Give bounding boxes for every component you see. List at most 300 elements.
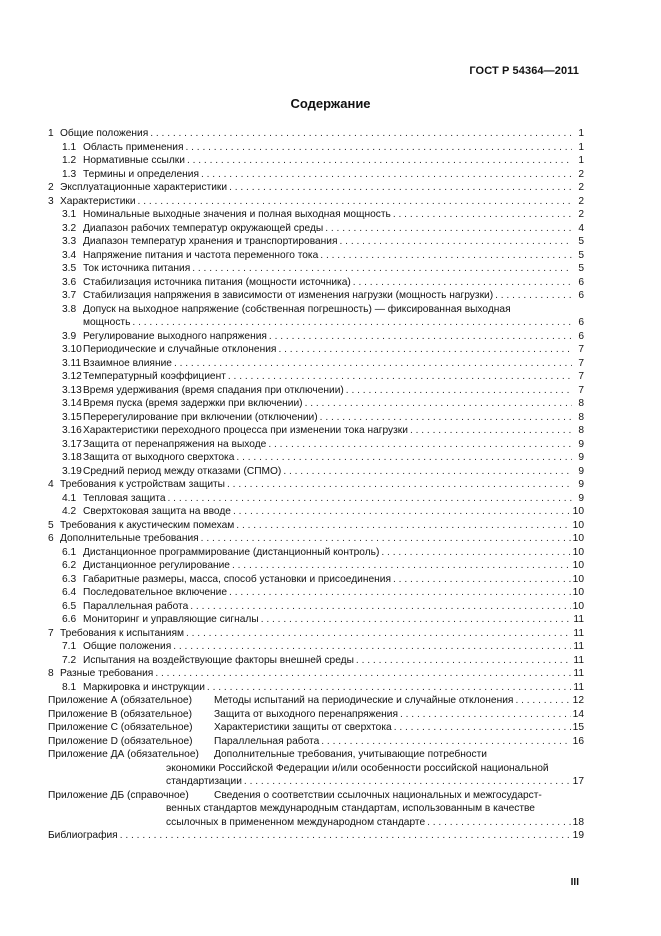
toc-entry[interactable] xyxy=(48,397,584,411)
toc-entry-number: 7.2 xyxy=(62,654,77,666)
toc-entry-page: 2 xyxy=(578,209,584,220)
toc-entry-line[interactable] xyxy=(60,532,584,546)
table-of-contents xyxy=(48,127,584,843)
toc-entry-page: 11 xyxy=(573,668,584,679)
toc-entry[interactable] xyxy=(48,492,584,506)
toc-entry-page: 7 xyxy=(578,384,584,396)
toc-entry-title: Защита от выходного сверхтока xyxy=(83,452,235,463)
dot-leader xyxy=(325,222,572,236)
toc-entry-title: Сведения о соответствии ссылочных национальных и межгосударст- xyxy=(214,789,542,801)
toc-entry[interactable] xyxy=(48,235,584,249)
toc-entry-line[interactable] xyxy=(83,343,584,357)
toc-entry[interactable] xyxy=(48,654,584,668)
toc-entry[interactable] xyxy=(48,451,584,465)
toc-entry-page: 11 xyxy=(573,614,584,625)
toc-entry-title: Защита от выходного перенапряжения xyxy=(214,708,398,720)
toc-entry-title: Дополнительные требования, учитывающие потребности xyxy=(214,749,487,760)
toc-entry-title: Дистанционное регулирование xyxy=(83,560,230,571)
toc-entry-line[interactable] xyxy=(60,127,584,141)
toc-entry-line[interactable] xyxy=(83,681,584,695)
toc-entry-line[interactable] xyxy=(83,600,584,614)
toc-entry-title: Последовательное включение xyxy=(83,587,228,598)
toc-entry-continuation xyxy=(48,802,584,816)
toc-entry-number: Приложение D (обязательное) xyxy=(48,735,193,747)
toc-entry-page: 19 xyxy=(572,830,584,841)
toc-entry-line xyxy=(166,775,584,789)
toc-entry[interactable] xyxy=(48,384,584,398)
toc-entry-number: 3.18 xyxy=(62,452,82,463)
toc-entry-title: Сверхтоковая защита на вводе xyxy=(83,506,231,517)
page-number: III xyxy=(570,877,579,888)
toc-entry-line[interactable] xyxy=(60,519,584,533)
toc-entry-page: 10 xyxy=(572,560,584,571)
document-code: ГОСТ Р 54364—2011 xyxy=(469,65,579,77)
toc-entry-number: 1.1 xyxy=(62,141,77,153)
toc-entry-title: ссылочных в примененном международном стандарте xyxy=(166,816,426,828)
toc-entry-page: 11 xyxy=(573,641,584,652)
toc-entry-line[interactable] xyxy=(83,384,584,398)
toc-entry-title: Нормативные ссылки xyxy=(83,155,185,166)
toc-entry-page: 4 xyxy=(578,222,584,234)
toc-entry-number: 3.3 xyxy=(62,236,77,247)
dot-leader xyxy=(186,627,571,641)
toc-entry-page: 5 xyxy=(578,249,584,261)
toc-entry-line[interactable] xyxy=(83,546,584,560)
toc-entry-line[interactable] xyxy=(83,276,584,290)
toc-entry-page: 7 xyxy=(578,344,584,355)
toc-entry-page: 9 xyxy=(578,465,584,477)
toc-entry[interactable] xyxy=(48,262,584,276)
dot-leader xyxy=(340,235,573,249)
toc-entry[interactable] xyxy=(48,438,584,452)
dot-leader xyxy=(410,424,572,438)
toc-entry-line[interactable] xyxy=(83,411,584,425)
toc-entry-number: 1.2 xyxy=(62,155,77,166)
toc-entry-page: 16 xyxy=(572,735,584,747)
toc-entry-number: 4 xyxy=(48,479,54,490)
toc-entry-number: 8.1 xyxy=(62,681,77,693)
toc-entry-line[interactable] xyxy=(60,478,584,492)
toc-entry[interactable] xyxy=(48,465,584,479)
toc-entry-page: 7 xyxy=(578,357,584,369)
toc-entry-title: Дополнительные требования xyxy=(60,533,199,544)
toc-entry-line[interactable] xyxy=(83,141,584,155)
toc-entry[interactable] xyxy=(48,249,584,263)
toc-entry-page: 12 xyxy=(572,695,584,706)
toc-entry-page: 8 xyxy=(578,398,584,409)
toc-entry-page: 15 xyxy=(572,722,584,733)
toc-entry-line[interactable] xyxy=(214,694,584,708)
toc-entry-page: 10 xyxy=(572,506,584,517)
toc-entry[interactable] xyxy=(48,208,584,222)
toc-entry-number: 3.16 xyxy=(62,425,82,436)
toc-entry-title: мощность xyxy=(83,317,131,328)
toc-entry-page: 10 xyxy=(572,519,584,531)
toc-entry-title: Параллельная работа xyxy=(214,735,320,747)
toc-entry-title: Дистанционное программирование (дистанционный контроль) xyxy=(83,546,380,558)
toc-entry-number: 3.6 xyxy=(62,276,77,288)
toc-entry-number: 3.2 xyxy=(62,222,77,234)
dot-leader xyxy=(356,654,572,668)
toc-entry-number: 2 xyxy=(48,182,54,193)
toc-entry-line[interactable] xyxy=(214,708,584,722)
toc-entry-title: Время пуска (время задержки при включении) xyxy=(83,398,303,409)
dot-leader xyxy=(168,492,573,506)
dot-leader xyxy=(236,519,570,533)
toc-entry-number: 3.8 xyxy=(62,303,77,315)
toc-entry-title: Эксплуатационные характеристики xyxy=(60,182,228,193)
toc-entry-title: Габаритные размеры, масса, способ установки и присоединения xyxy=(83,573,391,585)
toc-entry-number: 6.2 xyxy=(62,560,77,571)
toc-entry-title: Диапазон рабочих температур окружающей среды xyxy=(83,222,324,234)
toc-entry-continuation xyxy=(48,775,584,789)
toc-entry[interactable] xyxy=(48,573,584,587)
toc-entry-number: Приложение ДА (обязательное) xyxy=(48,749,199,760)
toc-entry-line[interactable] xyxy=(83,559,584,573)
toc-entry-page: 7 xyxy=(578,371,584,382)
toc-entry[interactable] xyxy=(48,532,584,546)
toc-entry-page: 11 xyxy=(573,654,584,666)
toc-entry[interactable] xyxy=(48,505,584,519)
toc-entry-title: Общие положения xyxy=(83,641,172,652)
toc-entry-number: 8 xyxy=(48,668,54,679)
dot-leader xyxy=(381,546,570,560)
dot-leader xyxy=(229,586,571,600)
toc-entry[interactable] xyxy=(48,141,584,155)
toc-entry-page: 10 xyxy=(572,546,584,558)
toc-entry-title: Характеристики переходного процесса при изменении тока нагрузки xyxy=(83,425,408,436)
dot-leader xyxy=(233,505,571,519)
toc-entry-number: 3.13 xyxy=(62,384,82,396)
dot-leader xyxy=(353,276,572,290)
toc-entry-number: 6.4 xyxy=(62,587,77,598)
toc-entry-title: венных стандартов международным стандартам, использованным в качестве xyxy=(166,803,535,814)
toc-entry[interactable] xyxy=(48,789,584,803)
dot-leader xyxy=(268,438,572,452)
toc-entry-title: Разные требования xyxy=(60,668,154,679)
toc-entry[interactable] xyxy=(48,559,584,573)
toc-entry-page: 2 xyxy=(578,195,584,207)
toc-entry-title: Требования к устройствам защиты xyxy=(60,479,225,490)
toc-entry-line[interactable] xyxy=(83,438,584,452)
toc-entry-title: Защита от перенапряжения на выходе xyxy=(83,438,267,450)
toc-entry-line[interactable] xyxy=(83,370,584,384)
toc-entry-page: 6 xyxy=(578,330,584,342)
dot-leader xyxy=(190,600,570,614)
dot-leader xyxy=(138,195,572,209)
toc-entry-number: 4.2 xyxy=(62,506,77,517)
toc-entry-title: Характеристики xyxy=(60,195,136,207)
toc-entry-line xyxy=(166,816,584,830)
toc-entry-page: 1 xyxy=(578,141,584,153)
toc-entry-line[interactable] xyxy=(83,586,584,600)
toc-entry-continuation xyxy=(48,816,584,830)
toc-entry-title: экономики Российской Федерации и/или особенности российской национальной xyxy=(166,762,549,774)
toc-entry-number: Приложение В (обязательное) xyxy=(48,708,192,720)
toc-entry-number: 6.6 xyxy=(62,614,77,625)
toc-entry-number: Приложение А (обязательное) xyxy=(48,695,192,706)
toc-entry-line[interactable] xyxy=(83,640,584,654)
toc-entry-title: Номинальные выходные значения и полная выходная мощность xyxy=(83,209,391,220)
dot-leader xyxy=(232,559,571,573)
dot-leader xyxy=(185,141,572,155)
dot-leader xyxy=(283,465,572,479)
toc-entry-page: 10 xyxy=(572,587,584,598)
toc-entry-page: 1 xyxy=(578,155,584,166)
dot-leader xyxy=(150,127,572,141)
dot-leader xyxy=(305,397,572,411)
toc-entry-page: 11 xyxy=(573,681,584,693)
toc-entry[interactable] xyxy=(48,168,584,182)
toc-entry-number: 3.14 xyxy=(62,398,82,409)
dot-leader xyxy=(400,708,571,722)
toc-entry-number: 7.1 xyxy=(62,641,77,652)
dot-leader xyxy=(261,613,572,627)
toc-entry[interactable] xyxy=(48,181,584,195)
toc-entry[interactable] xyxy=(48,195,584,209)
toc-entry-number: 3.7 xyxy=(62,290,77,301)
toc-entry-line[interactable] xyxy=(83,613,584,627)
dot-leader xyxy=(228,370,572,384)
toc-entry-number: 4.1 xyxy=(62,492,77,504)
toc-entry[interactable] xyxy=(48,708,584,722)
toc-entry-line[interactable] xyxy=(83,654,584,668)
toc-entry[interactable] xyxy=(48,519,584,533)
toc-entry-title: Периодические и случайные отклонения xyxy=(83,344,277,355)
dot-leader xyxy=(236,451,572,465)
dot-leader xyxy=(269,330,572,344)
toc-entry-continuation xyxy=(48,762,584,776)
toc-entry-line[interactable] xyxy=(214,735,584,749)
toc-entry-title: Допуск на выходное напряжение (собственная погрешность) — фиксированная выходная xyxy=(83,303,511,315)
toc-entry[interactable] xyxy=(48,343,584,357)
toc-entry-line[interactable] xyxy=(214,721,584,735)
toc-entry[interactable] xyxy=(48,127,584,141)
toc-entry-line[interactable] xyxy=(48,829,584,843)
toc-entry-page: 9 xyxy=(578,438,584,450)
toc-entry-line[interactable] xyxy=(83,154,584,168)
toc-entry-line[interactable] xyxy=(83,222,584,236)
toc-entry-line[interactable] xyxy=(83,330,584,344)
toc-entry-number: 5 xyxy=(48,519,54,531)
toc-entry-number: 3.10 xyxy=(62,344,82,355)
dot-leader xyxy=(320,411,572,425)
toc-entry-page: 9 xyxy=(578,452,584,463)
toc-entry[interactable] xyxy=(48,748,584,762)
toc-entry-line[interactable] xyxy=(83,492,584,506)
toc-entry-number: 1 xyxy=(48,128,54,139)
toc-entry-line[interactable] xyxy=(83,249,584,263)
toc-entry[interactable] xyxy=(48,627,584,641)
toc-entry-page: 18 xyxy=(572,816,584,828)
toc-entry-title: Стабилизация источника питания (мощности источника) xyxy=(83,276,351,288)
toc-entry-number: 3.5 xyxy=(62,263,77,274)
toc-entry-continuation xyxy=(48,316,584,330)
toc-entry-title: Библиография xyxy=(48,830,118,841)
toc-entry-line[interactable] xyxy=(83,505,584,519)
toc-entry-title: Средний период между отказами (СПМО) xyxy=(83,465,282,477)
toc-entry-line[interactable] xyxy=(60,195,584,209)
toc-entry-line[interactable] xyxy=(60,181,584,195)
dot-leader xyxy=(155,667,571,681)
toc-entry-page: 10 xyxy=(572,533,584,544)
toc-entry-number: 3.1 xyxy=(62,209,77,220)
dot-leader xyxy=(192,262,572,276)
toc-entry-title: Напряжение питания и частота переменного тока xyxy=(83,249,319,261)
toc-entry[interactable] xyxy=(48,411,584,425)
toc-entry-line[interactable] xyxy=(83,424,584,438)
toc-entry-title: Ток источника питания xyxy=(83,263,191,274)
toc-entry-title: Регулирование выходного напряжения xyxy=(83,330,267,342)
toc-entry[interactable] xyxy=(48,613,584,627)
dot-leader xyxy=(320,249,572,263)
toc-entry-page: 5 xyxy=(578,263,584,274)
toc-entry-number: 7 xyxy=(48,627,54,639)
toc-entry-page: 8 xyxy=(578,411,584,423)
dot-leader xyxy=(227,478,572,492)
dot-leader xyxy=(229,181,572,195)
dot-leader xyxy=(393,573,571,587)
dot-leader xyxy=(394,721,571,735)
toc-entry-number: 3.17 xyxy=(62,438,82,450)
toc-entry-title: Маркировка и инструкции xyxy=(83,681,205,693)
toc-entry-page: 11 xyxy=(573,627,584,639)
dot-leader xyxy=(173,640,571,654)
toc-entry-line[interactable] xyxy=(83,397,584,411)
toc-entry[interactable] xyxy=(48,681,584,695)
dot-leader xyxy=(201,532,571,546)
toc-entry-title: Параллельная работа xyxy=(83,600,189,612)
toc-entry-title: Общие положения xyxy=(60,128,149,139)
toc-entry-page: 14 xyxy=(572,708,584,720)
dot-leader xyxy=(346,384,572,398)
toc-entry[interactable] xyxy=(48,222,584,236)
toc-entry-title: Температурный коэффициент xyxy=(83,371,226,382)
toc-entry-title: Методы испытаний на периодические и случайные отклонения xyxy=(214,695,514,706)
toc-entry[interactable] xyxy=(48,667,584,681)
toc-entry[interactable] xyxy=(48,424,584,438)
toc-entry-number: 6 xyxy=(48,533,54,544)
dot-leader xyxy=(187,154,572,168)
toc-entry[interactable] xyxy=(48,357,584,371)
toc-entry[interactable] xyxy=(48,735,584,749)
toc-entry-title: Перерегулирование при включении (отключении) xyxy=(83,411,318,423)
dot-leader xyxy=(244,775,571,789)
toc-entry-line[interactable] xyxy=(83,573,584,587)
toc-entry-number: 3.19 xyxy=(62,465,82,477)
toc-entry-title: Область применения xyxy=(83,141,184,153)
toc-entry-title: Время удерживания (время спадания при отключении) xyxy=(83,384,344,396)
toc-entry-page: 2 xyxy=(578,182,584,193)
toc-entry[interactable] xyxy=(48,721,584,735)
toc-entry-page: 17 xyxy=(572,776,584,787)
toc-entry[interactable] xyxy=(48,829,584,843)
toc-entry-page: 8 xyxy=(578,425,584,436)
toc-entry-page: 6 xyxy=(578,290,584,301)
toc-entry-title: Требования к акустическим помехам xyxy=(60,519,235,531)
toc-entry[interactable] xyxy=(48,330,584,344)
toc-entry-page: 2 xyxy=(578,168,584,180)
toc-entry-number: Приложение С (обязательное) xyxy=(48,722,193,733)
toc-entry-number: 3.15 xyxy=(62,411,82,423)
toc-entry-number: Приложение ДБ (справочное) xyxy=(48,789,189,801)
toc-entry-number: 6.5 xyxy=(62,600,77,612)
toc-entry[interactable] xyxy=(48,303,584,317)
dot-leader xyxy=(120,829,571,843)
toc-entry-line[interactable] xyxy=(60,627,584,641)
toc-entry-number: 3.12 xyxy=(62,371,82,382)
toc-entry[interactable] xyxy=(48,694,584,708)
toc-entry-title: Стабилизация напряжения в зависимости от изменения нагрузки (мощность нагрузки) xyxy=(83,290,494,301)
toc-entry-number: 3.9 xyxy=(62,330,77,342)
dot-leader xyxy=(174,357,572,371)
toc-entry-title: Термины и определения xyxy=(83,168,199,180)
toc-entry-page: 9 xyxy=(578,492,584,504)
dot-leader xyxy=(427,816,571,830)
dot-leader xyxy=(207,681,572,695)
toc-entry-line xyxy=(83,316,584,330)
toc-entry[interactable] xyxy=(48,478,584,492)
toc-entry-number: 6.3 xyxy=(62,573,77,585)
toc-entry-page: 1 xyxy=(578,128,584,139)
toc-entry-number: 3.11 xyxy=(62,357,82,369)
toc-entry-title: Испытания на воздействующие факторы внешней среды xyxy=(83,654,354,666)
dot-leader xyxy=(495,289,572,303)
toc-entry-page: 10 xyxy=(572,573,584,585)
toc-entry[interactable] xyxy=(48,276,584,290)
toc-entry[interactable] xyxy=(48,600,584,614)
toc-entry-line[interactable] xyxy=(83,465,584,479)
toc-entry-title: Взаимное влияние xyxy=(83,357,172,369)
dot-leader xyxy=(321,735,570,749)
toc-entry-line[interactable] xyxy=(60,667,584,681)
toc-entry-line[interactable] xyxy=(83,262,584,276)
toc-entry[interactable] xyxy=(48,289,584,303)
toc-entry-line[interactable] xyxy=(83,235,584,249)
toc-entry-page: 10 xyxy=(572,600,584,612)
toc-entry-title: Мониторинг и управляющие сигналы xyxy=(83,614,259,625)
toc-entry-page: 6 xyxy=(578,317,584,328)
toc-entry[interactable] xyxy=(48,154,584,168)
toc-entry-page: 6 xyxy=(578,276,584,288)
toc-entry-line[interactable] xyxy=(83,289,584,303)
toc-entry-number: 1.3 xyxy=(62,168,77,180)
toc-entry-number: 3 xyxy=(48,195,54,207)
dot-leader xyxy=(393,208,572,222)
toc-entry-line[interactable] xyxy=(83,451,584,465)
dot-leader xyxy=(201,168,572,182)
toc-entry[interactable] xyxy=(48,370,584,384)
dot-leader xyxy=(278,343,572,357)
toc-entry[interactable] xyxy=(48,546,584,560)
dot-leader xyxy=(132,316,572,330)
toc-entry-number: 3.4 xyxy=(62,249,77,261)
toc-entry-page: 9 xyxy=(578,479,584,490)
dot-leader xyxy=(515,694,570,708)
toc-entry-line[interactable] xyxy=(83,168,584,182)
toc-entry-title: Диапазон температур хранения и транспортирования xyxy=(83,236,338,247)
toc-entry-number: 6.1 xyxy=(62,546,77,558)
toc-entry-title: стандартизации xyxy=(166,776,242,787)
toc-entry[interactable] xyxy=(48,640,584,654)
toc-entry-line[interactable] xyxy=(83,357,584,371)
toc-entry-title: Характеристики защиты от сверхтока xyxy=(214,722,392,733)
toc-entry-title: Требования к испытаниям xyxy=(60,627,184,639)
toc-entry-line[interactable] xyxy=(83,208,584,222)
toc-entry[interactable] xyxy=(48,586,584,600)
toc-entry-page: 5 xyxy=(578,236,584,247)
toc-entry-title: Тепловая защита xyxy=(83,492,166,504)
